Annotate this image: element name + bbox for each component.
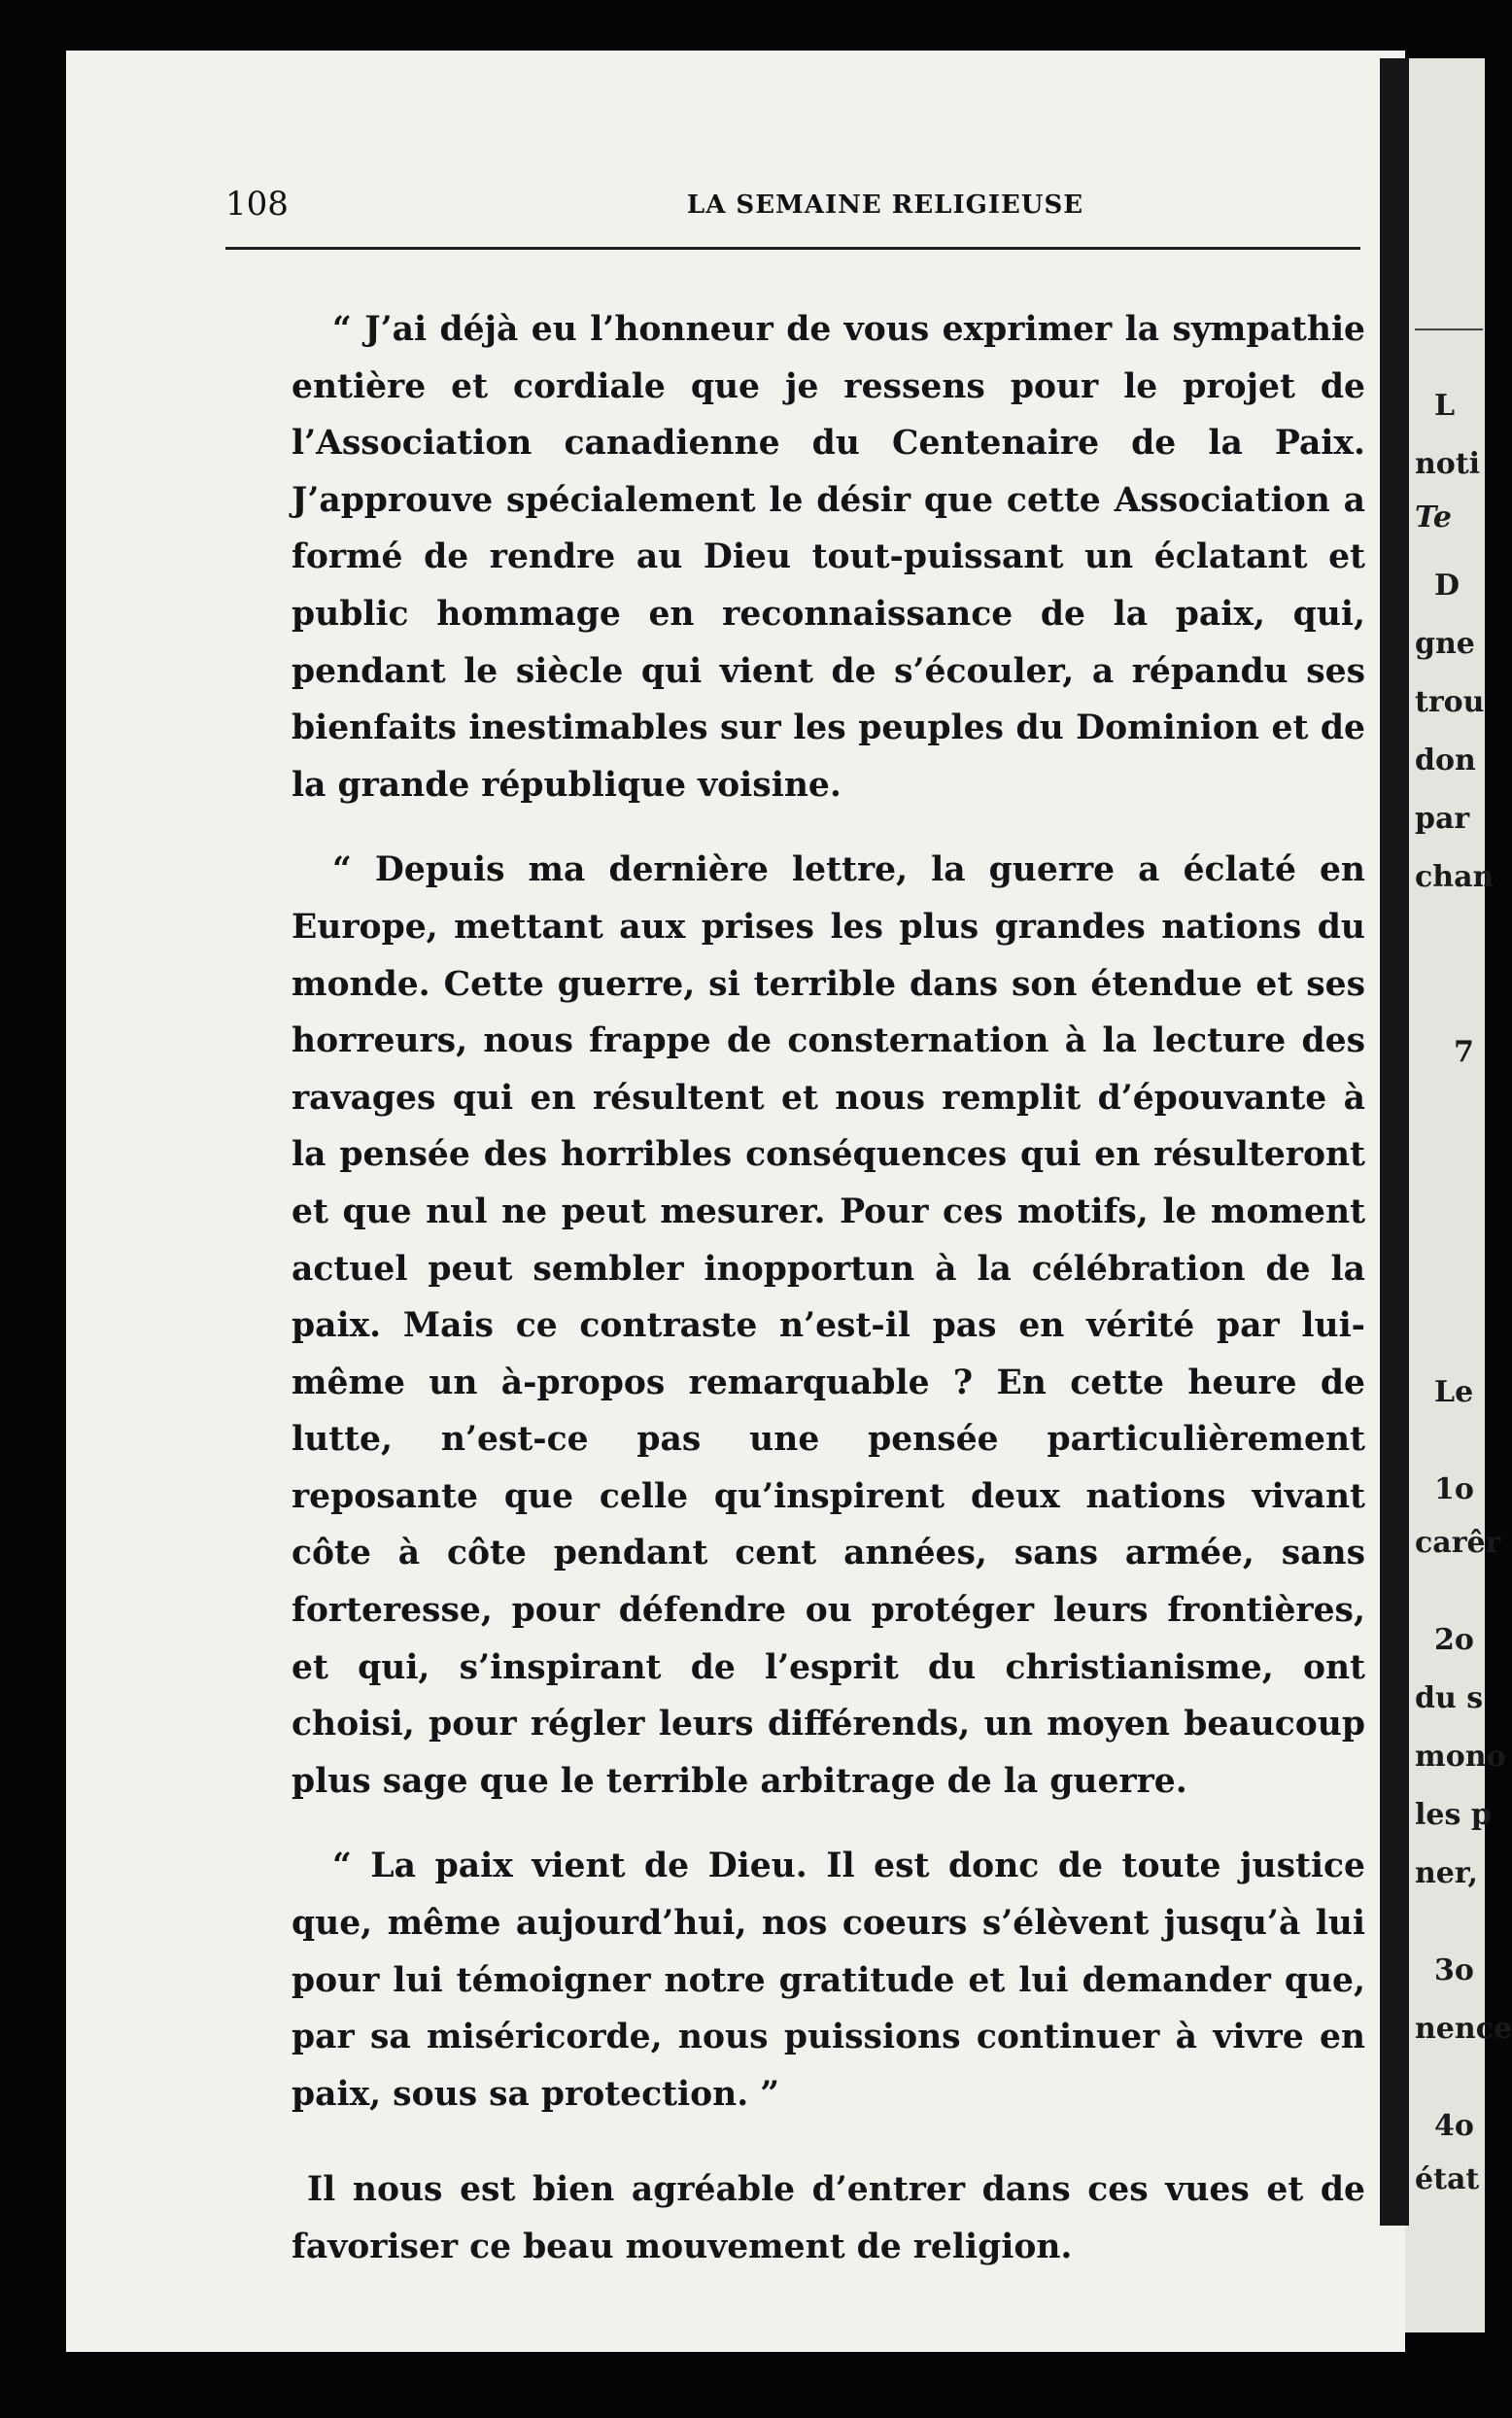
adjacent-fragment: état xyxy=(1415,2162,1480,2196)
paragraph: “ J’ai déjà eu l’honneur de vous exprimer la sympathie entière et cordiale que je ressens pour le projet de l’Association canadienne du Centenaire de la Paix. J’approuve spécialement le désir que cette Association a formé de rendre au Dieu tout-puissant un éclatant et public hommage en reconnaissance de la paix, qui, pendant le siècle qui vient de s’écouler, a répandu ses bienfaits inestimables sur les peuples du Dominion et de la grande république voisine. xyxy=(292,310,1365,805)
paragraph: “ Depuis ma dernière lettre, la guerre a éclaté en Europe, mettant aux prises les plus grandes nations du monde. Cette guerre, si terrible dans son étendue et ses horreurs, nous frappe de consternation à la lecture des ravages qui en résultent et nous remplit d’épouvante à la pensée des horribles conséquences qui en résulteront et que nul ne peut mesurer. Pour ces motifs, le moment actuel peut sembler inopportun à la célébration de la paix. Mais ce contraste n’est-il pas en vérité par lui-même un à-propos remarquable ? En cette heure de lutte, n’est-ce pas une pensée particulièrement reposante que celle qu’inspirent deux nations vivant côte à côte pendant cent années, sans armée, sans forteresse, pour défendre ou protéger leurs frontières, et qui, s’inspirant de l’esprit du christianisme, ont choisi, pour régler leurs différends, un moyen beaucoup plus sage que le terrible arbitrage de la guerre. xyxy=(292,850,1365,1801)
page-number: 108 xyxy=(225,185,289,224)
adjacent-fragment: nence xyxy=(1415,2012,1512,2046)
adjacent-fragment: trou xyxy=(1415,685,1485,719)
adjacent-fragment: don xyxy=(1415,743,1476,777)
adjacent-fragment: ner, xyxy=(1415,1856,1478,1890)
adjacent-fragment: Te xyxy=(1415,501,1452,535)
adjacent-fragment: par xyxy=(1415,802,1470,836)
adjacent-fragment: chan xyxy=(1415,860,1495,894)
closing-paragraph: Il nous est bien agréable d’entrer dans ces vues et de favoriser ce beau mouvement de religion. xyxy=(292,2170,1365,2266)
adjacent-page-rule xyxy=(1415,328,1483,330)
page-header xyxy=(225,177,1360,231)
adjacent-fragment: du s xyxy=(1415,1681,1484,1715)
adjacent-fragment: carêr xyxy=(1415,1526,1501,1560)
adjacent-fragment: les p xyxy=(1415,1798,1492,1832)
adjacent-fragment: gne xyxy=(1415,627,1475,661)
paragraph: “ La paix vient de Dieu. Il est donc de toute justice que, même aujourd’hui, nos coeurs s’élèvent jusqu’à lui pour lui témoigner notre gratitude et lui demander que, par sa miséricorde, nous puissions continuer à vivre en paix, sous sa protection. ” xyxy=(292,1847,1365,2114)
adjacent-fragment: L xyxy=(1434,389,1456,423)
adjacent-fragment: D xyxy=(1434,569,1460,603)
adjacent-fragment: 4o xyxy=(1434,2109,1474,2143)
body-text xyxy=(292,301,1365,2304)
adjacent-fragment: 7 xyxy=(1454,1035,1474,1069)
book-spine-shadow xyxy=(1380,58,1409,2226)
adjacent-fragment: mono xyxy=(1415,1740,1506,1774)
adjacent-fragment: 2o xyxy=(1434,1623,1474,1657)
adjacent-fragment: 1o xyxy=(1434,1472,1474,1506)
adjacent-page xyxy=(1405,58,1512,2332)
adjacent-fragment: 3o xyxy=(1434,1953,1474,1987)
running-title: LA SEMAINE RELIGIEUSE xyxy=(686,190,1084,220)
adjacent-fragment: noti xyxy=(1415,447,1481,481)
header-rule xyxy=(225,247,1360,250)
adjacent-fragment: Le xyxy=(1434,1375,1474,1409)
